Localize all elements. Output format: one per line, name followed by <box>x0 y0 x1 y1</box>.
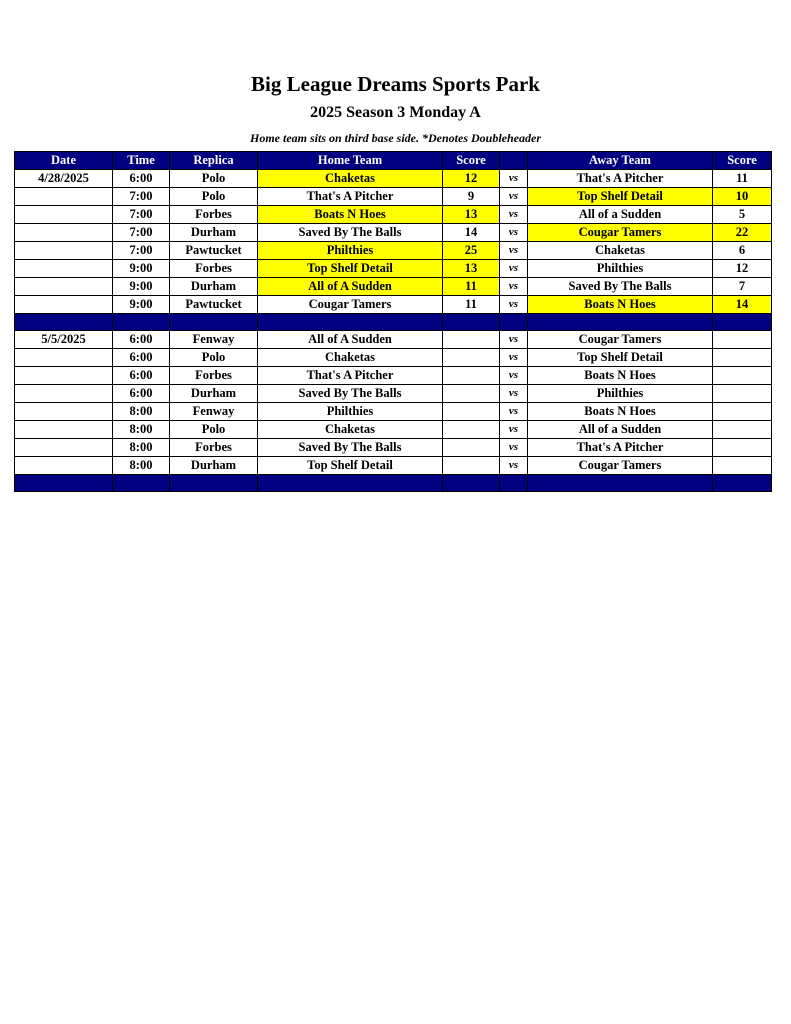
away-team: That's A Pitcher <box>528 439 713 457</box>
header-time: Time <box>113 152 170 170</box>
separator-cell <box>258 475 443 492</box>
separator-cell <box>443 475 500 492</box>
week-separator-row <box>15 475 772 492</box>
separator-cell <box>500 475 528 492</box>
vs-label: vs <box>500 224 528 242</box>
game-replica: Durham <box>170 224 258 242</box>
away-team: Cougar Tamers <box>528 331 713 349</box>
vs-label: vs <box>500 439 528 457</box>
vs-label: vs <box>500 457 528 475</box>
game-date <box>15 206 113 224</box>
game-date: 4/28/2025 <box>15 170 113 188</box>
home-score: 11 <box>443 278 500 296</box>
home-team: Top Shelf Detail <box>258 260 443 278</box>
game-date <box>15 260 113 278</box>
away-score: 10 <box>713 188 772 206</box>
separator-cell <box>713 475 772 492</box>
away-team: Boats N Hoes <box>528 403 713 421</box>
home-score: 13 <box>443 206 500 224</box>
header-home-team: Home Team <box>258 152 443 170</box>
away-team: Chaketas <box>528 242 713 260</box>
vs-label: vs <box>500 385 528 403</box>
home-score: 14 <box>443 224 500 242</box>
home-score <box>443 367 500 385</box>
away-team: All of a Sudden <box>528 206 713 224</box>
away-score: 12 <box>713 260 772 278</box>
header-vs <box>500 152 528 170</box>
away-score: 11 <box>713 170 772 188</box>
home-score <box>443 403 500 421</box>
game-replica: Durham <box>170 278 258 296</box>
separator-cell <box>170 314 258 331</box>
vs-label: vs <box>500 367 528 385</box>
game-date <box>15 188 113 206</box>
separator-cell <box>113 314 170 331</box>
game-time: 8:00 <box>113 457 170 475</box>
header-date: Date <box>15 152 113 170</box>
away-team: Saved By The Balls <box>528 278 713 296</box>
away-team: Boats N Hoes <box>528 296 713 314</box>
schedule-table <box>14 151 772 492</box>
game-time: 8:00 <box>113 421 170 439</box>
away-score: 7 <box>713 278 772 296</box>
game-replica: Durham <box>170 385 258 403</box>
away-score <box>713 421 772 439</box>
game-time: 7:00 <box>113 242 170 260</box>
header-home-score: Score <box>443 152 500 170</box>
game-row <box>15 439 772 457</box>
game-date <box>15 296 113 314</box>
home-team: Top Shelf Detail <box>258 457 443 475</box>
schedule-body <box>15 170 772 492</box>
game-row <box>15 367 772 385</box>
vs-label: vs <box>500 188 528 206</box>
game-replica: Forbes <box>170 206 258 224</box>
separator-cell <box>443 314 500 331</box>
game-date: 5/5/2025 <box>15 331 113 349</box>
separator-cell <box>15 314 113 331</box>
game-replica: Polo <box>170 170 258 188</box>
game-time: 9:00 <box>113 296 170 314</box>
away-score <box>713 457 772 475</box>
away-team: Philthies <box>528 385 713 403</box>
game-time: 8:00 <box>113 439 170 457</box>
away-team: Top Shelf Detail <box>528 188 713 206</box>
vs-label: vs <box>500 170 528 188</box>
game-row <box>15 385 772 403</box>
away-score <box>713 367 772 385</box>
home-team: That's A Pitcher <box>258 188 443 206</box>
game-time: 6:00 <box>113 331 170 349</box>
away-team: Cougar Tamers <box>528 457 713 475</box>
away-team: Boats N Hoes <box>528 367 713 385</box>
header-row <box>15 152 772 170</box>
away-team: That's A Pitcher <box>528 170 713 188</box>
home-team: Saved By The Balls <box>258 224 443 242</box>
home-team: Philthies <box>258 242 443 260</box>
vs-label: vs <box>500 421 528 439</box>
vs-label: vs <box>500 403 528 421</box>
home-team: That's A Pitcher <box>258 367 443 385</box>
game-replica: Polo <box>170 188 258 206</box>
home-score: 12 <box>443 170 500 188</box>
game-replica: Durham <box>170 457 258 475</box>
game-row <box>15 188 772 206</box>
game-replica: Fenway <box>170 331 258 349</box>
vs-label: vs <box>500 242 528 260</box>
game-replica: Forbes <box>170 260 258 278</box>
game-row <box>15 421 772 439</box>
game-replica: Polo <box>170 349 258 367</box>
game-row <box>15 296 772 314</box>
game-row <box>15 403 772 421</box>
game-row <box>15 224 772 242</box>
game-time: 9:00 <box>113 278 170 296</box>
game-row <box>15 278 772 296</box>
vs-label: vs <box>500 349 528 367</box>
game-time: 7:00 <box>113 188 170 206</box>
vs-label: vs <box>500 278 528 296</box>
vs-label: vs <box>500 331 528 349</box>
vs-label: vs <box>500 206 528 224</box>
separator-cell <box>528 314 713 331</box>
game-date <box>15 224 113 242</box>
game-time: 6:00 <box>113 367 170 385</box>
away-score: 22 <box>713 224 772 242</box>
separator-cell <box>528 475 713 492</box>
game-time: 7:00 <box>113 206 170 224</box>
game-date <box>15 278 113 296</box>
game-row <box>15 170 772 188</box>
away-score <box>713 331 772 349</box>
separator-cell <box>713 314 772 331</box>
home-team: Chaketas <box>258 421 443 439</box>
away-team: Philthies <box>528 260 713 278</box>
away-score <box>713 403 772 421</box>
game-date <box>15 242 113 260</box>
home-team: Cougar Tamers <box>258 296 443 314</box>
vs-label: vs <box>500 296 528 314</box>
game-date <box>15 457 113 475</box>
away-score <box>713 385 772 403</box>
home-score <box>443 385 500 403</box>
game-replica: Polo <box>170 421 258 439</box>
game-date <box>15 349 113 367</box>
game-replica: Pawtucket <box>170 242 258 260</box>
away-score: 6 <box>713 242 772 260</box>
header-away-team: Away Team <box>528 152 713 170</box>
home-score: 11 <box>443 296 500 314</box>
game-time: 6:00 <box>113 385 170 403</box>
game-row <box>15 206 772 224</box>
game-row <box>15 242 772 260</box>
game-row <box>15 349 772 367</box>
away-team: Top Shelf Detail <box>528 349 713 367</box>
separator-cell <box>170 475 258 492</box>
game-time: 6:00 <box>113 170 170 188</box>
home-team: Boats N Hoes <box>258 206 443 224</box>
home-team: Philthies <box>258 403 443 421</box>
home-team: Saved By The Balls <box>258 439 443 457</box>
away-score: 5 <box>713 206 772 224</box>
game-date <box>15 403 113 421</box>
game-time: 7:00 <box>113 224 170 242</box>
header-replica: Replica <box>170 152 258 170</box>
home-team: Chaketas <box>258 349 443 367</box>
home-team: Chaketas <box>258 170 443 188</box>
game-replica: Pawtucket <box>170 296 258 314</box>
home-team: All of A Sudden <box>258 331 443 349</box>
home-team: All of A Sudden <box>258 278 443 296</box>
home-score <box>443 331 500 349</box>
separator-cell <box>258 314 443 331</box>
vs-label: vs <box>500 260 528 278</box>
home-score: 13 <box>443 260 500 278</box>
page-title: Big League Dreams Sports Park <box>251 72 540 96</box>
game-date <box>15 439 113 457</box>
home-team: Saved By The Balls <box>258 385 443 403</box>
game-row <box>15 331 772 349</box>
game-time: 8:00 <box>113 403 170 421</box>
game-date <box>15 367 113 385</box>
home-score <box>443 439 500 457</box>
home-score: 25 <box>443 242 500 260</box>
separator-cell <box>500 314 528 331</box>
away-team: Cougar Tamers <box>528 224 713 242</box>
schedule-note: Home team sits on third base side. *Denotes Doubleheader <box>250 131 541 145</box>
game-replica: Forbes <box>170 439 258 457</box>
away-score: 14 <box>713 296 772 314</box>
home-score: 9 <box>443 188 500 206</box>
home-score <box>443 349 500 367</box>
game-time: 9:00 <box>113 260 170 278</box>
game-date <box>15 421 113 439</box>
separator-cell <box>113 475 170 492</box>
away-score <box>713 439 772 457</box>
game-date <box>15 385 113 403</box>
away-team: All of a Sudden <box>528 421 713 439</box>
week-separator-row <box>15 314 772 331</box>
game-time: 6:00 <box>113 349 170 367</box>
home-score <box>443 457 500 475</box>
header-away-score: Score <box>713 152 772 170</box>
page-subtitle: 2025 Season 3 Monday A <box>310 104 481 121</box>
game-replica: Forbes <box>170 367 258 385</box>
game-replica: Fenway <box>170 403 258 421</box>
separator-cell <box>15 475 113 492</box>
home-score <box>443 421 500 439</box>
game-row <box>15 260 772 278</box>
game-row <box>15 457 772 475</box>
away-score <box>713 349 772 367</box>
